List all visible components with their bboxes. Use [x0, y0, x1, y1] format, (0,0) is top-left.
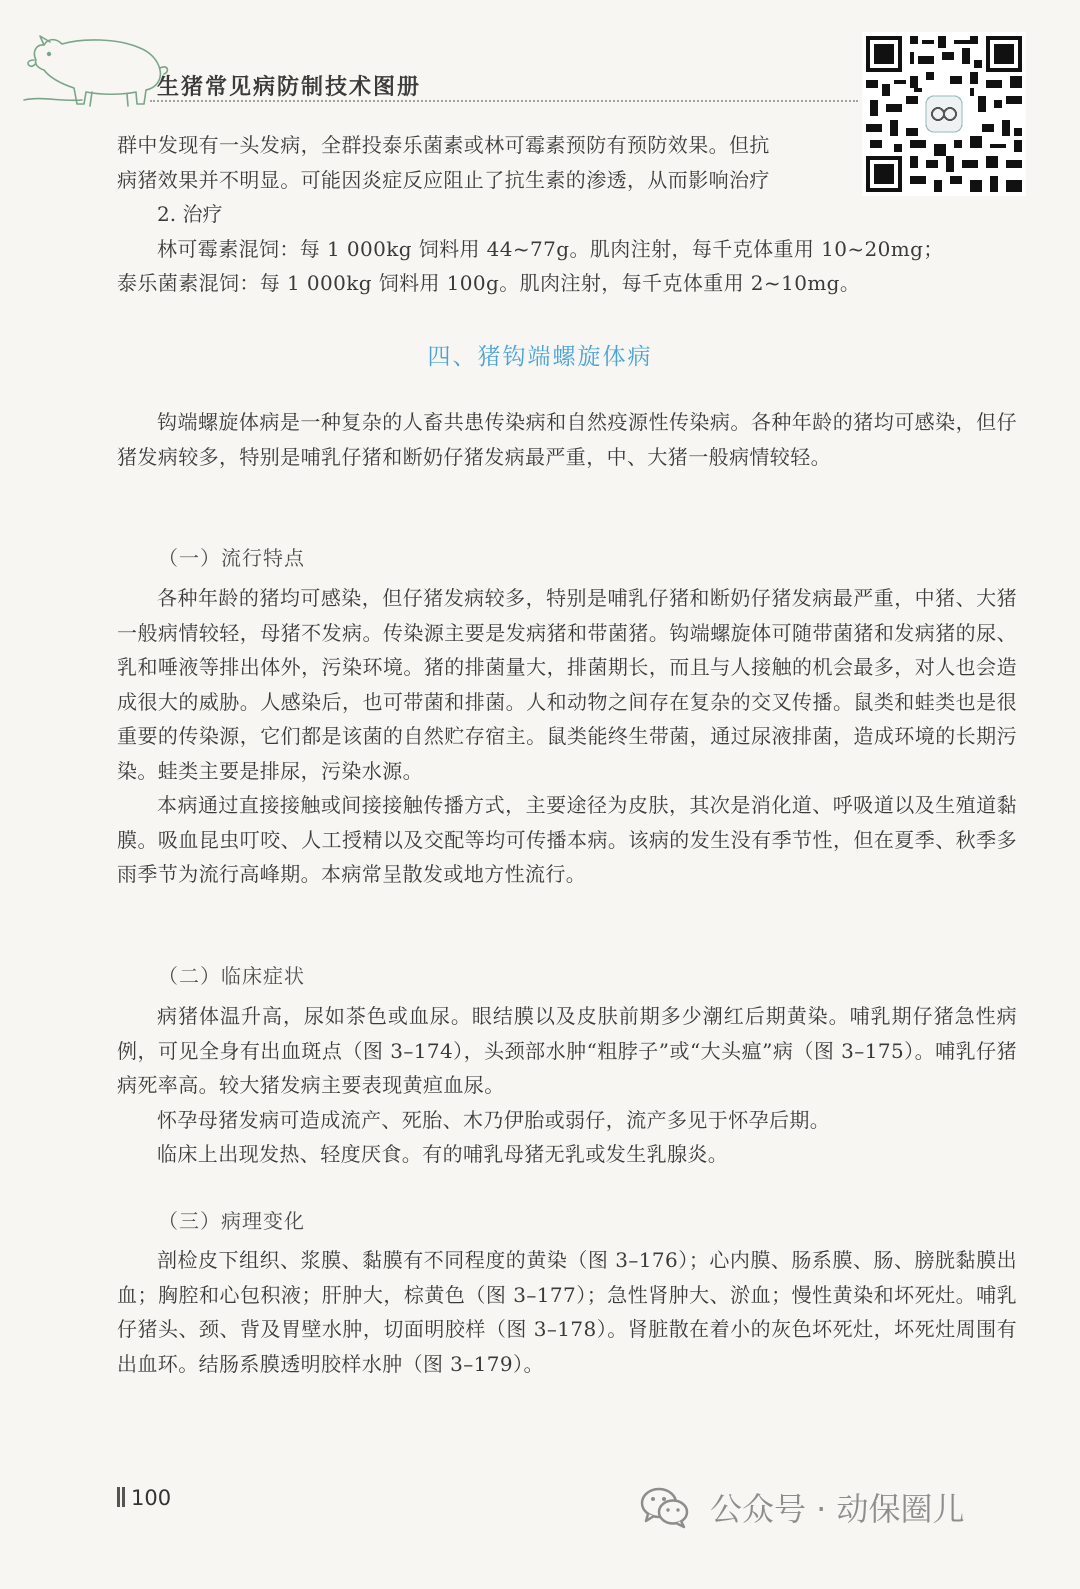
treatment-line-2: 泰乐菌素混饲：每 1 000kg 饲料用 100g。肌肉注射，每千克体重用 2~10mg。 [117, 271, 861, 295]
treatment-line-1: 林可霉素混饲：每 1 000kg 饲料用 44~77g。肌肉注射，每千克体重用 10~20mg； [157, 236, 944, 261]
symptoms-para-2: 怀孕母猪发病可造成流产、死胎、木乃伊胎或弱仔，流产多见于怀孕后期。 [157, 1107, 831, 1132]
book-title: 生猪常见病防制技术图册 [157, 75, 422, 100]
page-marker [117, 1487, 120, 1507]
wechat-icon [640, 1485, 690, 1529]
epidemiology-para-1: 各种年龄的猪均可感染，但仔猪发病较多，特别是哺乳仔猪和断奶仔猪发病最严重，中猪、大猪一般病情较轻，母猪不发病。传染源主要是发病猪和带菌猪。钩端螺旋体可随带菌猪和发病猪的尿、乳和唾液等排出体外，污染环境。猪的排菌量大，排菌期长，而且与人接触的机会最多，对人也会造成很大的威胁。人感染后，也可带菌和排菌。人和动物之间存在复杂的交叉传播。鼠类和蛙类也是很重要的传染源，它们都是该菌的自然贮存宿主。鼠类能终生带菌，通过尿液排菌，造成环境的长期污染。蛙类主要是排尿，污染水源。 [117, 586, 1017, 783]
pathology-block [117, 1243, 1017, 1381]
subsection-heading-symptoms: （二）临床症状 [158, 964, 305, 988]
subsection-heading-epidemiology: （一）流行特点 [158, 546, 305, 570]
page-marker [122, 1487, 125, 1507]
symptoms-para-3: 临床上出现发热、轻度厌食。有的哺乳母猪无乳或发生乳腺炎。 [157, 1142, 729, 1166]
treatment-heading: 2. 治疗 [157, 202, 223, 226]
watermark-text: 公众号 · 动保圈儿 [710, 1490, 965, 1528]
watermark [640, 1482, 965, 1532]
epidemiology-block [117, 581, 1017, 892]
pathology-para-1: 剖检皮下组织、浆膜、黏膜有不同程度的黄染（图 3–176）；心内膜、肠系膜、肠、膀胱黏膜出血；胸腔和心包积液；肝肿大，棕黄色（图 3–177）；急性肾肿大、淤血；慢性黄染和坏死灶。哺乳仔猪头、颈、背及胃壁水肿，切面明胶样（图 3–178）。肾脏散在着小的灰色坏死灶，坏死灶周围有出血环。结肠系膜透明胶样水肿（图 3–179）。 [117, 1248, 1017, 1376]
section-intro-block [117, 405, 1017, 474]
symptoms-para-1: 病猪体温升高，尿如茶色或血尿。眼结膜以及皮肤前期多少潮红后期黄染。哺乳期仔猪急性病例，可见全身有出血斑点（图 3–174），头颈部水肿“粗脖子”或“大头瘟”病（图 3–175）。哺乳仔猪病死率高。较大猪发病主要表现黄疸血尿。 [117, 1004, 1017, 1097]
section-title: 四、猪钩端螺旋体病 [427, 344, 653, 370]
section-intro-para: 钩端螺旋体病是一种复杂的人畜共患传染病和自然疫源性传染病。各种年龄的猪均可感染，但仔猪发病较多，特别是哺乳仔猪和断奶仔猪发病最严重，中、大猪一般病情较轻。 [117, 410, 1017, 469]
pig-outline-icon [22, 30, 172, 110]
epidemiology-para-2: 本病通过直接接触或间接接触传播方式，主要途径为皮肤，其次是消化道、呼吸道以及生殖道黏膜。吸血昆虫叮咬、人工授精以及交配等均可传播本病。该病的发生没有季节性，但在夏季、秋季多雨季节为流行高峰期。本病常呈散发或地方性流行。 [117, 793, 1017, 886]
page-number-text: 100 [131, 1486, 172, 1510]
symptoms-block [117, 999, 1017, 1172]
intro-block [117, 128, 1017, 301]
subsection-heading-pathology: （三）病理变化 [158, 1209, 305, 1233]
intro-line-2: 病猪效果并不明显。可能因炎症反应阻止了抗生素的渗透，从而影响治疗 [117, 167, 770, 192]
page-number [117, 1486, 171, 1510]
header-divider [150, 100, 858, 102]
intro-line-1: 群中发现有一头发病，全群投泰乐菌素或林可霉素预防有预防效果。但抗 [117, 133, 770, 157]
